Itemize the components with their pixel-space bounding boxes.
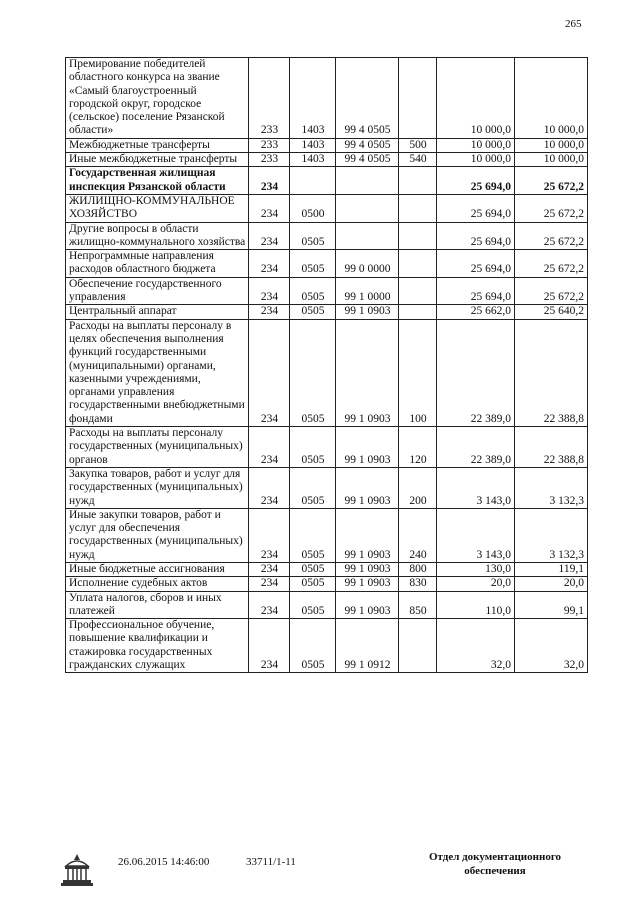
row-expense-type: 120: [399, 427, 437, 468]
row-name: Расходы на выплаты персоналу государственных (муниципальных) органов: [66, 427, 249, 468]
row-target-code: 99 1 0903: [336, 577, 399, 591]
row-sum-planned: 110,0: [437, 591, 515, 619]
row-sum-executed: 3 132,3: [515, 508, 588, 562]
row-name: Обеспечение государственного управления: [66, 277, 249, 305]
table-row: [66, 167, 588, 195]
row-name: Иные закупки товаров, работ и услуг для обеспечения государственных (муниципальных) нужд: [66, 508, 249, 562]
row-expense-type: 100: [399, 319, 437, 426]
row-sum-planned: 3 143,0: [437, 467, 515, 508]
row-sum-executed: 10 000,0: [515, 138, 588, 152]
table-row: [66, 427, 588, 468]
row-ved-code: 233: [249, 58, 290, 139]
row-name: Межбюджетные трансферты: [66, 138, 249, 152]
table-row: [66, 138, 588, 152]
row-section-code: 0505: [290, 577, 336, 591]
row-section-code: 0505: [290, 277, 336, 305]
row-ved-code: 234: [249, 467, 290, 508]
row-sum-executed: 3 132,3: [515, 467, 588, 508]
row-section-code: 0505: [290, 427, 336, 468]
row-expense-type: 200: [399, 467, 437, 508]
row-ved-code: 234: [249, 427, 290, 468]
row-name: Центральный аппарат: [66, 305, 249, 319]
row-expense-type: [399, 619, 437, 673]
table-row: [66, 619, 588, 673]
row-expense-type: 240: [399, 508, 437, 562]
row-sum-executed: 32,0: [515, 619, 588, 673]
row-sum-executed: 10 000,0: [515, 58, 588, 139]
row-section-code: 0505: [290, 305, 336, 319]
row-sum-planned: 3 143,0: [437, 508, 515, 562]
row-target-code: 99 0 0000: [336, 250, 399, 278]
row-sum-executed: 25 672,2: [515, 250, 588, 278]
row-sum-executed: 99,1: [515, 591, 588, 619]
row-expense-type: [399, 277, 437, 305]
row-target-code: [336, 222, 399, 250]
row-section-code: [290, 167, 336, 195]
row-target-code: 99 1 0903: [336, 467, 399, 508]
row-sum-executed: 25 640,2: [515, 305, 588, 319]
row-sum-executed: 22 388,8: [515, 427, 588, 468]
row-section-code: 0505: [290, 319, 336, 426]
row-section-code: 0505: [290, 508, 336, 562]
row-expense-type: 830: [399, 577, 437, 591]
row-target-code: 99 1 0000: [336, 277, 399, 305]
row-sum-executed: 22 388,8: [515, 319, 588, 426]
table-row: [66, 58, 588, 139]
row-name: Уплата налогов, сборов и иных платежей: [66, 591, 249, 619]
row-name: Государственная жилищная инспекция Рязанской области: [66, 167, 249, 195]
row-target-code: 99 1 0903: [336, 562, 399, 576]
row-target-code: 99 1 0903: [336, 427, 399, 468]
row-sum-planned: 25 694,0: [437, 250, 515, 278]
row-sum-planned: 130,0: [437, 562, 515, 576]
page-number: 265: [565, 18, 582, 30]
row-name: ЖИЛИЩНО-КОММУНАЛЬНОЕ ХОЗЯЙСТВО: [66, 194, 249, 222]
row-name: Иные бюджетные ассигнования: [66, 562, 249, 576]
table-row: [66, 277, 588, 305]
row-name: Непрограммные направления расходов областного бюджета: [66, 250, 249, 278]
row-sum-executed: 20,0: [515, 577, 588, 591]
table-row: [66, 319, 588, 426]
row-sum-planned: 20,0: [437, 577, 515, 591]
row-ved-code: 234: [249, 591, 290, 619]
row-target-code: 99 1 0903: [336, 305, 399, 319]
row-sum-planned: 10 000,0: [437, 58, 515, 139]
row-expense-type: [399, 250, 437, 278]
row-expense-type: [399, 222, 437, 250]
row-section-code: 0505: [290, 619, 336, 673]
row-ved-code: 234: [249, 222, 290, 250]
row-sum-executed: 119,1: [515, 562, 588, 576]
row-target-code: 99 4 0505: [336, 153, 399, 167]
row-expense-type: 500: [399, 138, 437, 152]
row-name: Иные межбюджетные трансферты: [66, 153, 249, 167]
row-sum-planned: 25 694,0: [437, 167, 515, 195]
row-target-code: 99 1 0903: [336, 591, 399, 619]
row-ved-code: 234: [249, 319, 290, 426]
row-section-code: 0505: [290, 562, 336, 576]
row-section-code: 1403: [290, 138, 336, 152]
row-name: Закупка товаров, работ и услуг для государственных (муниципальных) нужд: [66, 467, 249, 508]
row-section-code: 0500: [290, 194, 336, 222]
row-expense-type: [399, 167, 437, 195]
row-target-code: 99 1 0903: [336, 319, 399, 426]
row-expense-type: [399, 194, 437, 222]
row-expense-type: 850: [399, 591, 437, 619]
row-ved-code: 234: [249, 508, 290, 562]
budget-table: [65, 57, 588, 673]
table-row: [66, 562, 588, 576]
table-row: [66, 577, 588, 591]
table-row: [66, 250, 588, 278]
row-target-code: 99 4 0505: [336, 138, 399, 152]
row-expense-type: [399, 305, 437, 319]
row-ved-code: 234: [249, 250, 290, 278]
row-target-code: [336, 167, 399, 195]
row-section-code: 0505: [290, 467, 336, 508]
footer-datetime: 26.06.2015 14:46:00: [118, 856, 210, 868]
row-expense-type: 540: [399, 153, 437, 167]
row-section-code: 1403: [290, 153, 336, 167]
row-sum-executed: 25 672,2: [515, 222, 588, 250]
table-row: [66, 194, 588, 222]
row-name: Исполнение судебных актов: [66, 577, 249, 591]
row-sum-planned: 22 389,0: [437, 319, 515, 426]
row-sum-planned: 25 694,0: [437, 277, 515, 305]
table-row: [66, 591, 588, 619]
row-name: Расходы на выплаты персоналу в целях обеспечения выполнения функций государственными (муниципальными) органами, казенными учреждениями, органами управления государственными внебюджетными фондами: [66, 319, 249, 426]
row-section-code: 0505: [290, 250, 336, 278]
footer-department-line2: обеспечения: [464, 865, 526, 877]
row-name: Другие вопросы в области жилищно-коммунального хозяйства: [66, 222, 249, 250]
row-ved-code: 234: [249, 305, 290, 319]
row-target-code: 99 4 0505: [336, 58, 399, 139]
table-row: [66, 222, 588, 250]
row-ved-code: 234: [249, 619, 290, 673]
row-sum-planned: 10 000,0: [437, 153, 515, 167]
row-section-code: 1403: [290, 58, 336, 139]
table-row: [66, 153, 588, 167]
row-expense-type: 800: [399, 562, 437, 576]
row-target-code: [336, 194, 399, 222]
row-expense-type: [399, 58, 437, 139]
row-target-code: 99 1 0903: [336, 508, 399, 562]
table-row: [66, 467, 588, 508]
row-ved-code: 234: [249, 562, 290, 576]
row-ved-code: 234: [249, 194, 290, 222]
row-sum-planned: 10 000,0: [437, 138, 515, 152]
row-sum-executed: 25 672,2: [515, 277, 588, 305]
emblem-logo: [58, 852, 96, 888]
row-ved-code: 234: [249, 577, 290, 591]
table-row: [66, 508, 588, 562]
page-footer: [0, 850, 640, 900]
footer-doc-number: 33711/1-11: [246, 856, 296, 868]
row-sum-executed: 25 672,2: [515, 167, 588, 195]
row-sum-planned: 25 694,0: [437, 222, 515, 250]
row-name: Премирование победителей областного конкурса на звание «Самый благоустроенный городской округ, городское (сельское) поселение Рязанской области»: [66, 58, 249, 139]
row-sum-planned: 25 662,0: [437, 305, 515, 319]
table-row: [66, 305, 588, 319]
row-section-code: 0505: [290, 222, 336, 250]
row-ved-code: 233: [249, 138, 290, 152]
footer-department: [420, 850, 570, 878]
row-ved-code: 233: [249, 153, 290, 167]
row-target-code: 99 1 0912: [336, 619, 399, 673]
row-section-code: 0505: [290, 591, 336, 619]
row-sum-planned: 32,0: [437, 619, 515, 673]
row-ved-code: 234: [249, 277, 290, 305]
row-sum-planned: 25 694,0: [437, 194, 515, 222]
row-ved-code: 234: [249, 167, 290, 195]
row-sum-executed: 25 672,2: [515, 194, 588, 222]
row-name: Профессиональное обучение, повышение квалификации и стажировка государственных гражданских служащих: [66, 619, 249, 673]
row-sum-planned: 22 389,0: [437, 427, 515, 468]
row-sum-executed: 10 000,0: [515, 153, 588, 167]
footer-department-line1: Отдел документационного: [428, 851, 562, 863]
